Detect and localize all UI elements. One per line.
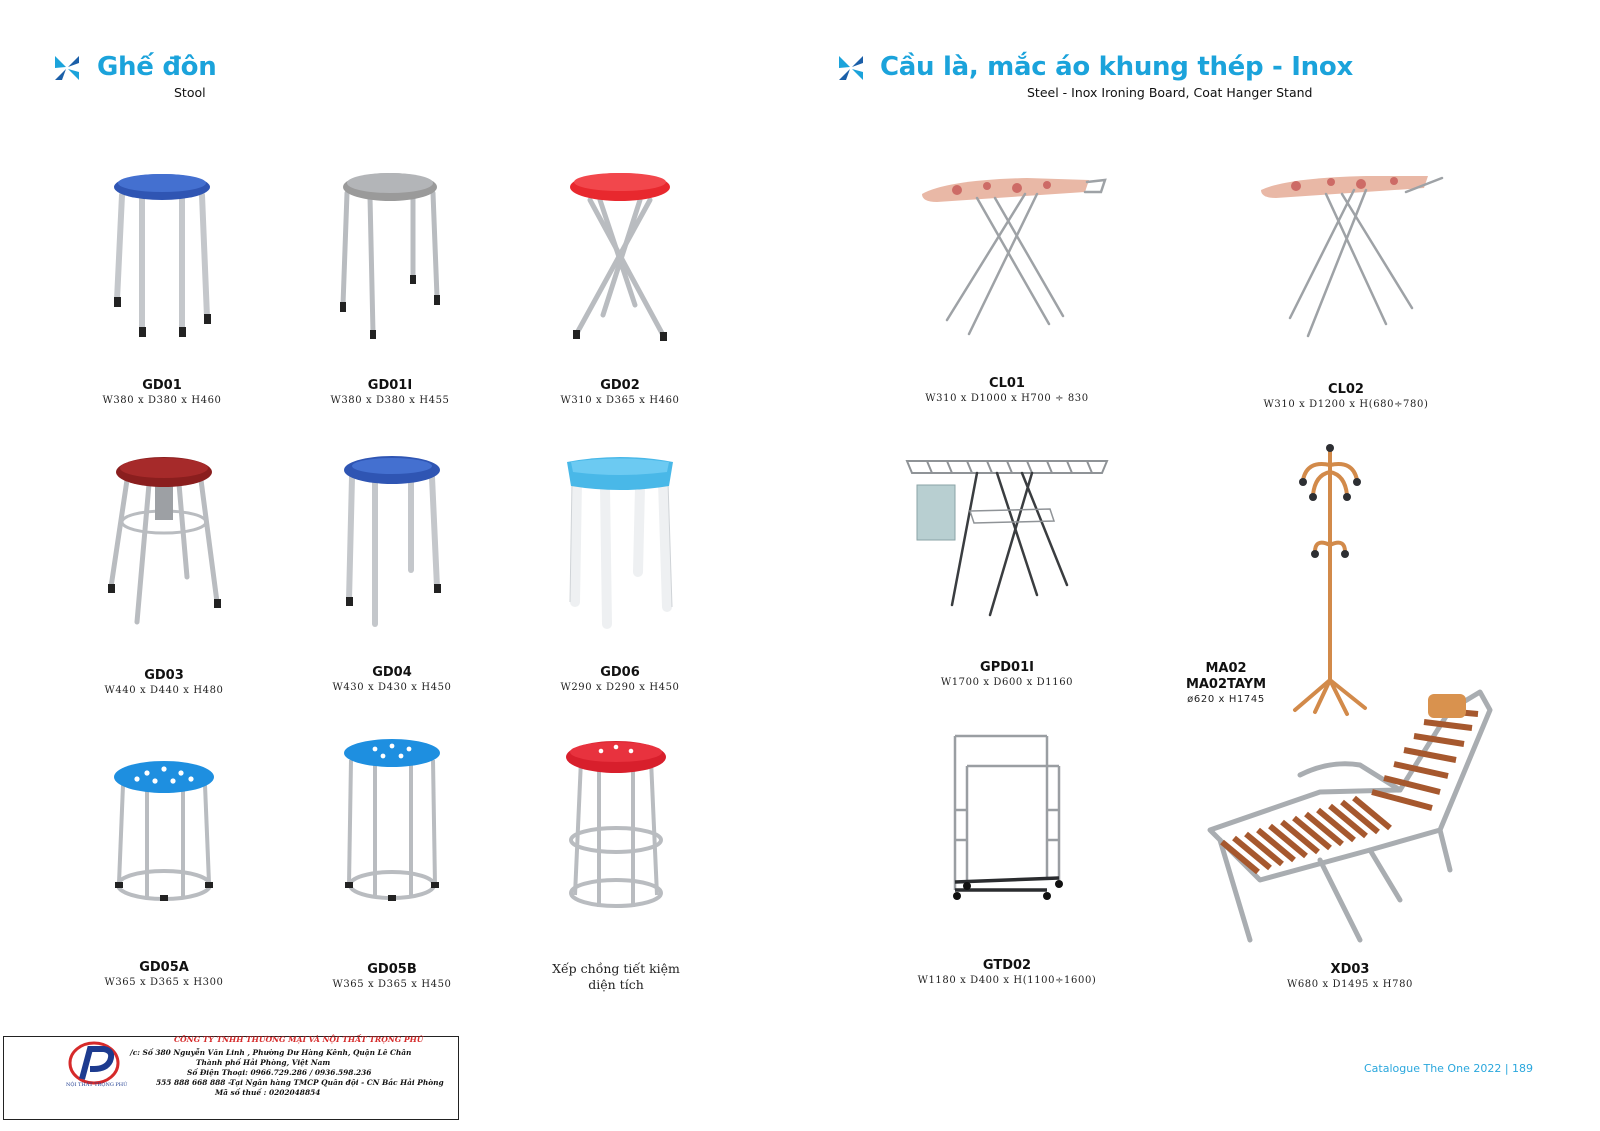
product-code: GD04 — [372, 665, 412, 680]
product-dimensions: W1180 x D400 x H(1100÷1600) — [917, 975, 1097, 986]
coat-stand-ma02-image — [1285, 440, 1375, 720]
ironing-board-top — [922, 178, 1089, 202]
stack-note-line1: Xếp chồng tiết kiệm — [552, 961, 680, 976]
product-card-xd03 — [1200, 680, 1500, 992]
company-phone: Số Điện Thoại: 0966.729.286 / 0936.598.236 — [187, 1068, 372, 1077]
product-card-cl02 — [1236, 168, 1456, 412]
product-card-stacked-stool — [506, 735, 726, 993]
stool-gd05b-image — [317, 735, 467, 915]
company-brand-text: NỘI THẤT TRỌNG PHÚ — [66, 1082, 128, 1088]
drying-rack-gpd01i-image — [902, 455, 1112, 625]
stool-seat — [344, 739, 440, 767]
product-card-gd01 — [52, 165, 272, 408]
product-card-gd02 — [510, 165, 730, 408]
reclining-chair-xd03-image — [1200, 680, 1500, 952]
product-code: GD05B — [367, 962, 417, 977]
product-dimensions: W380 x D380 x H455 — [330, 395, 450, 406]
stool-gd03-image — [89, 452, 239, 637]
ironing-board-cl01-image — [907, 168, 1107, 348]
company-info-box — [3, 1036, 459, 1120]
product-dimensions: W440 x D440 x H480 — [104, 685, 224, 696]
product-code: GD02 — [600, 378, 640, 393]
product-code: XD03 — [1330, 962, 1370, 977]
product-dimensions: W1700 x D600 x D1160 — [940, 677, 1074, 688]
catalogue-page-number: Catalogue The One 2022 | 189 — [1364, 1062, 1534, 1075]
product-code: CL01 — [989, 376, 1025, 391]
product-card-gtd02 — [897, 730, 1117, 988]
company-bank: 555 888 668 888 -Tại Ngân hàng TMCP Quân đội - CN Bắc Hải Phòng — [156, 1078, 444, 1087]
product-code-secondary: MA02TAYM — [1185, 677, 1267, 692]
product-code: GTD02 — [982, 958, 1032, 973]
section-title-stool: Ghế đôn — [97, 52, 217, 82]
stool-gd04-image — [317, 452, 467, 637]
section-logo-icon — [54, 55, 80, 81]
product-card-gd05a — [54, 755, 274, 990]
product-code: GD01I — [367, 378, 413, 393]
product-code: GD01 — [142, 378, 182, 393]
company-city: Thành phố Hải Phòng, Việt Nam — [196, 1058, 331, 1067]
company-name: CÔNG TY TNHH THƯƠNG MẠI VÀ NỘI THẤT TRỌNG PHÚ — [174, 1035, 424, 1044]
product-code: CL02 — [1328, 382, 1364, 397]
product-card-gd06 — [510, 452, 730, 695]
product-card-gd03 — [54, 452, 274, 698]
product-card-gd01i — [280, 165, 500, 408]
ironing-board-cl02-image — [1246, 168, 1446, 350]
stool-gd02-image — [545, 165, 695, 350]
product-dimensions: W680 x D1495 x H780 — [1286, 979, 1414, 990]
product-dimensions: W430 x D430 x H450 — [332, 682, 452, 693]
product-dimensions: W380 x D380 x H460 — [102, 395, 222, 406]
product-dimensions: W310 x D1000 x H700 ÷ 830 — [925, 393, 1089, 404]
stool-seat — [114, 761, 214, 793]
product-code: GD06 — [600, 665, 640, 680]
section-subtitle-stool: Stool — [174, 85, 206, 100]
stool-gd01i-image — [315, 165, 465, 350]
product-code: GD03 — [144, 668, 184, 683]
stack-note-line2: diện tích — [588, 977, 644, 992]
product-card-cl01 — [897, 168, 1117, 406]
stool-gd06-image — [545, 452, 695, 637]
stool-gd01-image — [87, 165, 237, 350]
stacked-stool-image — [541, 735, 691, 915]
ironing-board-top — [1261, 176, 1428, 198]
garment-rack-gtd02-image — [947, 730, 1067, 910]
section-subtitle-ironing: Steel - Inox Ironing Board, Coat Hanger Stand — [1027, 85, 1313, 100]
stool-gd05a-image — [89, 755, 239, 915]
product-card-gd04 — [282, 452, 502, 695]
product-code: GD05A — [139, 960, 189, 975]
product-dimensions: ø620 x H1745 — [1187, 694, 1265, 705]
product-code: MA02 — [1205, 661, 1247, 676]
product-card-gpd01i — [897, 455, 1117, 690]
product-card-gd05b — [282, 735, 502, 992]
company-address: /c: Số 380 Nguyễn Văn Linh , Phường Dư Hàng Kênh, Quận Lê Chân — [130, 1048, 412, 1057]
section-logo-icon — [838, 55, 864, 81]
towel-image — [917, 485, 955, 540]
company-tax: Mã số thuế : 0202048854 — [215, 1088, 321, 1097]
product-code: GPD01I — [980, 660, 1034, 675]
product-dimensions: W365 x D365 x H300 — [104, 977, 224, 988]
section-title-ironing: Cầu là, mắc áo khung thép - Inox — [880, 52, 1353, 82]
product-dimensions: W310 x D1200 x H(680÷780) — [1263, 399, 1429, 410]
headrest — [1428, 694, 1466, 718]
product-dimensions: W365 x D365 x H450 — [332, 979, 452, 990]
product-dimensions: W310 x D365 x H460 — [560, 395, 680, 406]
product-dimensions: W290 x D290 x H450 — [560, 682, 680, 693]
company-logo-icon — [64, 1039, 124, 1087]
